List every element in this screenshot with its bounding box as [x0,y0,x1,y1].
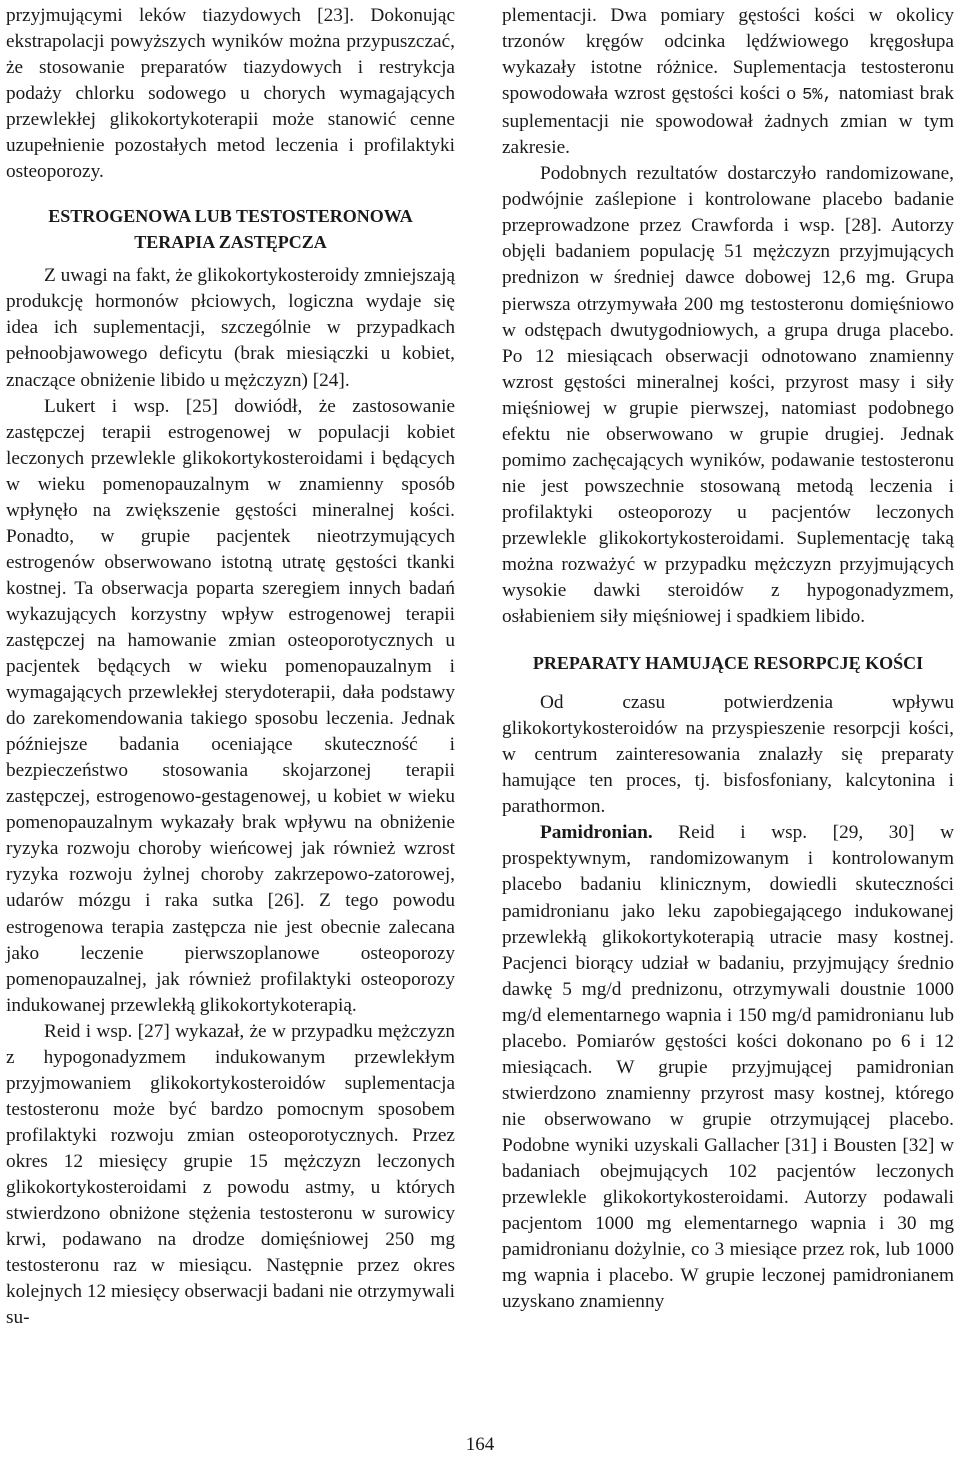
body-paragraph: Reid i wsp. [27] wykazał, że w przypadku mężczyzn z hypogonadyzmem indukowanym przewlekłym przyjmowaniem glikokortykosteroidów suplementacja testosteronu może być bardzo pomocnym sposobem profilaktyki rozwoju zmian osteoporotycznych. Przez okres 12 miesięcy grupie 15 mężczyzn leczonych glikokortykosteroidami z powodu astmy, u których stwierdzono obniżone stężenia testosteronu w surowicy krwi, podawano na drodze domięśniowej 250 mg testosteronu raz w miesiącu. Następnie przez okres kolejnych 12 miesięcy obserwacji badani nie otrzymywali su- [6,1020,455,1329]
continued-paragraph [502,3,954,161]
body-paragraph: Od czasu potwierdzenia wpływu glikokortykosteroidów na przyspieszenie resorpcji kości, w centrum zainteresowania znalazły się preparaty hamujące ten proces, tj. bisfosfoniany, kalcytonina i parathormon. [502,692,954,818]
run-in-heading: Pamidronian. [540,822,653,844]
body-paragraph: Podobnych rezultatów dostarczyło randomizowane, podwójnie zaślepione i kontrolowane placebo badanie przeprowadzone przez Crawforda i wsp. [28]. Autorzy objęli badaniem populację 51 mężczyzn przyjmujących prednizon w średniej dawce dobowej 12,6 mg. Grupa pierwsza otrzymywała 200 mg testosteronu domięśniowo w odstępach dwutygodniowych, a grupa druga placebo. Po 12 miesiącach obserwacji odnotowano znamienny wzrost gęstości mineralnej kości, przyrost masy i siły mięśniowej w grupie pierwszej, natomiast podobnego efektu nie obserwowano w grupie drugiej. Jednak pomimo zachęcających wyników, podawanie testosteronu nie jest powszechnie stosowaną metodą leczenia i profilaktyki osteoporozy u pacjentów leczonych przewlekle glikokortykosteroidami. Suplementację taką można rozważyć w przypadku mężczyzn przyjmujących wysokie dawki steroidów z hypogonadyzmem, osłabieniem siły mięśniowej i spadkiem libido. [502,163,954,628]
heading-line: TERAPIA ZASTĘPCZA [134,232,327,253]
paragraph-text: Reid i wsp. [29, 30] w prospektywnym, randomizowanym i kontrolowanym placebo badaniu klinicznym, dowiedli skuteczności pamidronianu jako leku zapobiegającego indukowanej przewlekłą glikokortykoterapią utracie masy kostnej. Pacjenci biorący udział w badaniu, przyjmujący średnio dawkę 5 mg/d prednizonu, otrzymywali doustnie 1000 mg/d elementarnego wapnia i 150 mg/d pamidronianu lub placebo. Pomiarów gęstości kości dokonano po 6 i 12 miesiącach. W grupie przyjmującej pamidronian stwierdzono znamienny przyrost masy kostnej, którego nie obserwowano w grupie otrzymującej placebo. Podobne wyniki uzyskali Gallacher [31] i Bousten [32] w badaniach obejmujących 102 pacjentów leczonych przewlekle glikokortykosteroidami. Autorzy podawali pacjentom 1000 mg elementarnego wapnia i 30 mg pamidronianu dożylnie, co 3 miesiące przez rok, lub 1000 mg wapnia i placebo. W grupie leczonej pamidronianem uzyskano znamienny [502,822,954,1313]
page-number: 164 [465,1434,495,1455]
heading-line: ESTROGENOWA LUB TESTOSTERONOWA [48,206,413,227]
section-heading-resorption: PREPARATY HAMUJĄCE RESORPCJĘ KOŚCI [532,653,924,674]
pamidronian-paragraph [502,820,954,1315]
paragraph-text: natomiast brak suplementacji nie spowodował żadnych zmian w tym zakresie. [502,83,954,159]
intro-paragraph: przyjmującymi leków tiazydowych [23]. Dokonując ekstrapolacji powyższych wyników można przypuszczać, że stosowanie preparatów tiazydowych i restrykcja podaży chlorku sodowego u chorych wymagających przewlekłej glikokortykoterapii może stanowić cenne uzupełnienie pozostałych metod leczenia i profilaktyki osteoporozy. [6,5,455,183]
left-column [6,3,455,1331]
section-heading-hormone-therapy [6,203,455,255]
paragraph-text: plementacji. Dwa pomiary gęstości kości w okolicy trzonów kręgów odcinka lędźwiowego kręgosłupa wykazały istotne różnice. Suplementacja testosteronu spowodowała wzrost gęstości kości o [502,5,954,105]
percent-value: 5%, [802,86,833,106]
body-paragraph: Lukert i wsp. [25] dowiódł, że zastosowanie zastępczej terapii estrogenowej w populacji kobiet leczonych przewlekle glikokortykosteroidami i będących w wieku pomenopauzalnym w znamienny sposób wpłynęło na zwiększenie gęstości mineralnej kości. Ponadto, w grupie pacjentek nieotrzymujących estrogenów obserwowano istotną utratę gęstości tkanki kostnej. Ta obserwacja poparta szeregiem innych badań wykazujących korzystny wpływ estrogenowej terapii zastępczej na hamowanie zmian osteoporotycznych u pacjentek będących w wieku pomenopauzalnym i wymagających przewlekłej sterydoterapii, dała podstawy do zarekomendowania takiego sposobu leczenia. Jednak późniejsze badania oceniające skuteczność i bezpieczeństwo stosowania skojarzonej terapii zastępczej, estrogenowo-gestagenowej, u kobiet w wieku pomenopauzalnym wykazały brak wpływu na obniżenie ryzyka rozwoju choroby wieńcowej jak również wzrost ryzyka rozwoju żylnej choroby zakrzepowo-zatorowej, udarów mózgu i raka sutka [26]. Z tego powodu estrogenowa terapia zastępcza nie jest obecnie zalecana jako leczenie pierwszoplanowe osteoporozy pomenopauzalnej, jak również profilaktyki osteoporozy indukowanej przewlekłą glikokortykoterapią. [6,395,455,1016]
right-column [502,3,954,1315]
body-paragraph: Z uwagi na fakt, że glikokortykosteroidy zmniejszają produkcję hormonów płciowych, logiczna wydaje się idea ich suplementacji, szczególnie w przypadkach pełnoobjawowego deficytu (brak miesiączki u kobiet, znaczące obniżenie libido u mężczyzn) [24]. [6,265,455,391]
